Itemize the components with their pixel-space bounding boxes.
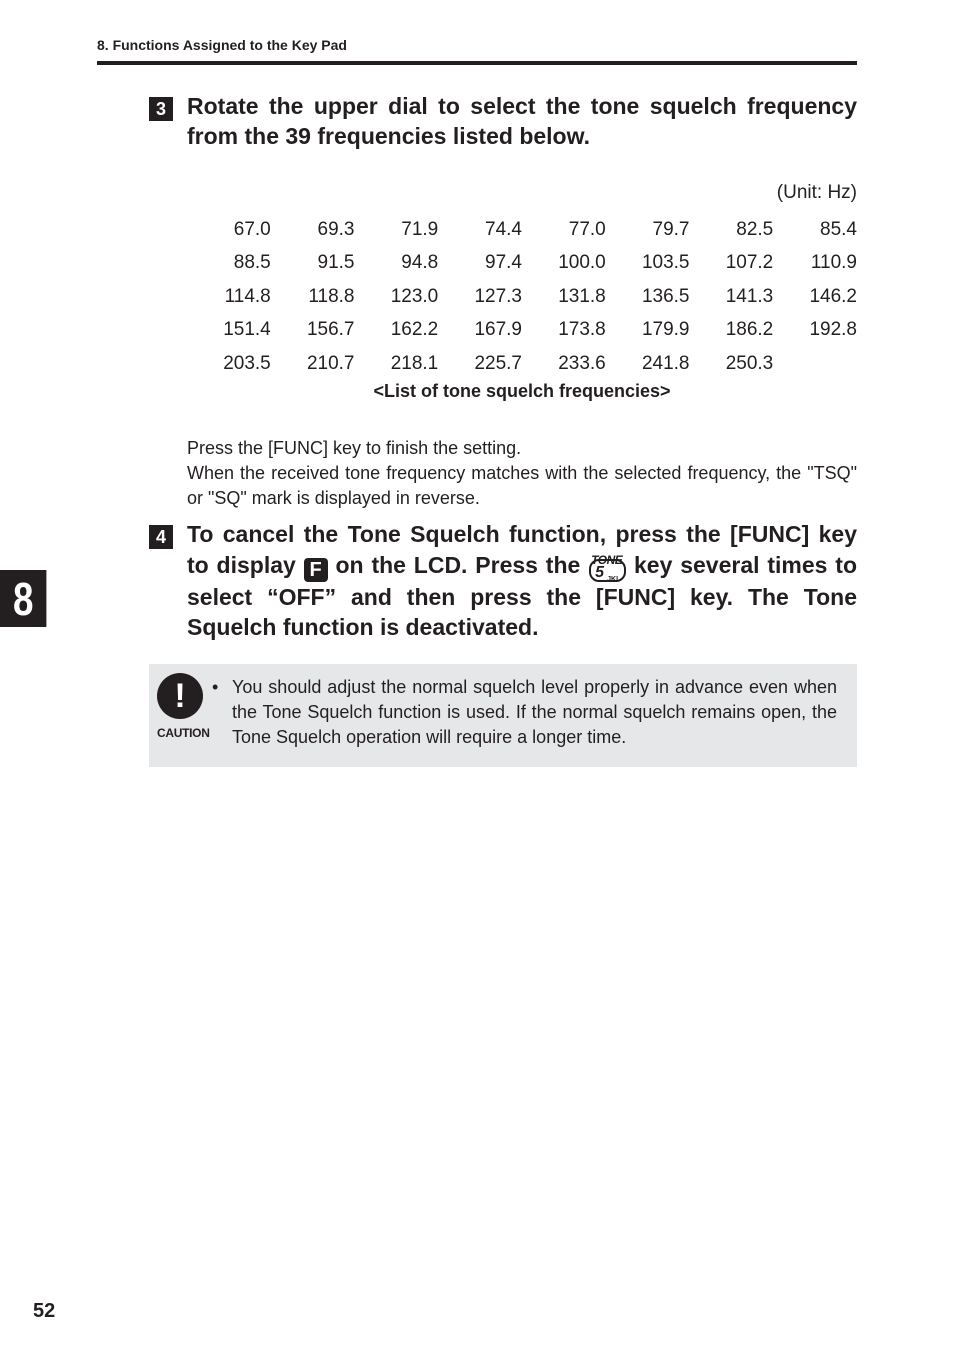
step-4-text-b: on the LCD. Press the — [327, 552, 589, 578]
table-cell: 210.7 — [306, 352, 355, 374]
table-cell: 179.9 — [641, 319, 690, 341]
table-cell: 88.5 — [233, 252, 271, 274]
table-cell: 123.0 — [390, 285, 439, 307]
table-cell: 203.5 — [223, 352, 271, 374]
func-f-icon: F — [304, 558, 328, 582]
table-cell: 100.0 — [558, 252, 606, 274]
table-cell: 136.5 — [641, 285, 690, 307]
table-cell: 94.8 — [401, 252, 439, 274]
table-row — [187, 314, 857, 348]
table-cell: 67.0 — [233, 218, 271, 240]
chapter-number: 8 — [12, 572, 34, 625]
table-cell: 103.5 — [641, 252, 690, 274]
step-number-badge: 4 — [149, 525, 173, 549]
table-row — [187, 347, 857, 381]
table-cell: 156.7 — [306, 319, 355, 341]
caution-box — [149, 664, 857, 767]
table-row — [187, 213, 857, 247]
step-3-text: Rotate the upper dial to select the tone squelch frequency from the 39 frequencies listed below. — [187, 93, 857, 149]
tone-5-key-icon — [588, 549, 626, 581]
table-row — [187, 280, 857, 314]
table-cell: 82.5 — [736, 218, 774, 240]
table-cell: 250.3 — [725, 352, 774, 374]
table-cell: 127.3 — [474, 285, 522, 307]
running-header: 8. Functions Assigned to the Key Pad — [97, 37, 347, 53]
table-cell: 151.4 — [223, 319, 271, 341]
table-cell: 192.8 — [809, 319, 857, 341]
table-cell: 77.0 — [568, 218, 606, 240]
table-cell: 91.5 — [317, 252, 355, 274]
unit-label: (Unit: Hz) — [776, 182, 857, 203]
table-cell — [773, 347, 857, 381]
table-cell: 131.8 — [558, 285, 606, 307]
step-4-text-a: To cancel the Tone Squelch function, press the [FUNC] key to display — [187, 521, 857, 578]
table-cell: 218.1 — [390, 352, 439, 374]
table-cell: 71.9 — [401, 218, 439, 240]
table-cell: 141.3 — [725, 285, 774, 307]
table-cell: 110.9 — [810, 252, 857, 274]
bullet: • — [212, 677, 219, 697]
header-rule — [97, 61, 857, 65]
tone-key-number: 5 — [595, 564, 605, 581]
frequency-table — [187, 213, 857, 381]
step-4-text-c: key several times to select “OFF” and then press the [FUNC] key. The Tone Squelch function is deactivated. — [187, 552, 857, 640]
exclamation-icon: ! — [157, 673, 203, 719]
instruction-line-1: Press the [FUNC] key to finish the setting. — [187, 438, 522, 458]
table-cell: 241.8 — [641, 352, 690, 374]
caution-label: CAUTION — [157, 726, 210, 740]
table-cell: 225.7 — [474, 352, 522, 374]
caution-text: You should adjust the normal squelch level properly in advance even when the Tone Squelch function is used. If the normal squelch remains open, the Tone Squelch operation will require a longer time. — [232, 677, 837, 747]
table-cell: 114.8 — [224, 285, 271, 307]
page-number: 52 — [33, 1300, 56, 1322]
table-cell: 74.4 — [485, 218, 522, 240]
tone-key-label: TONE — [591, 553, 623, 567]
table-row — [187, 247, 857, 281]
table-cell: 79.7 — [652, 218, 690, 240]
table-cell: 162.2 — [390, 319, 439, 341]
table-cell: 173.8 — [558, 319, 606, 341]
table-cell: 118.8 — [308, 285, 355, 307]
tone-key-letters: JKL — [607, 576, 621, 583]
table-cell: 233.6 — [558, 352, 606, 374]
chapter-tab — [0, 570, 46, 627]
instruction-line-2: When the received tone frequency matches with the selected frequency, the "TSQ" or "SQ" mark is displayed in reverse. — [187, 463, 857, 508]
table-cell: 107.2 — [725, 252, 774, 274]
table-cell: 167.9 — [474, 319, 522, 341]
step-number-badge: 3 — [149, 97, 173, 121]
step-4-text — [187, 519, 857, 642]
table-cell: 146.2 — [809, 285, 857, 307]
table-cell: 69.3 — [317, 218, 355, 240]
table-caption: <List of tone squelch frequencies> — [373, 381, 671, 401]
table-cell: 97.4 — [485, 252, 522, 274]
table-cell: 85.4 — [820, 218, 857, 240]
table-cell: 186.2 — [725, 319, 774, 341]
